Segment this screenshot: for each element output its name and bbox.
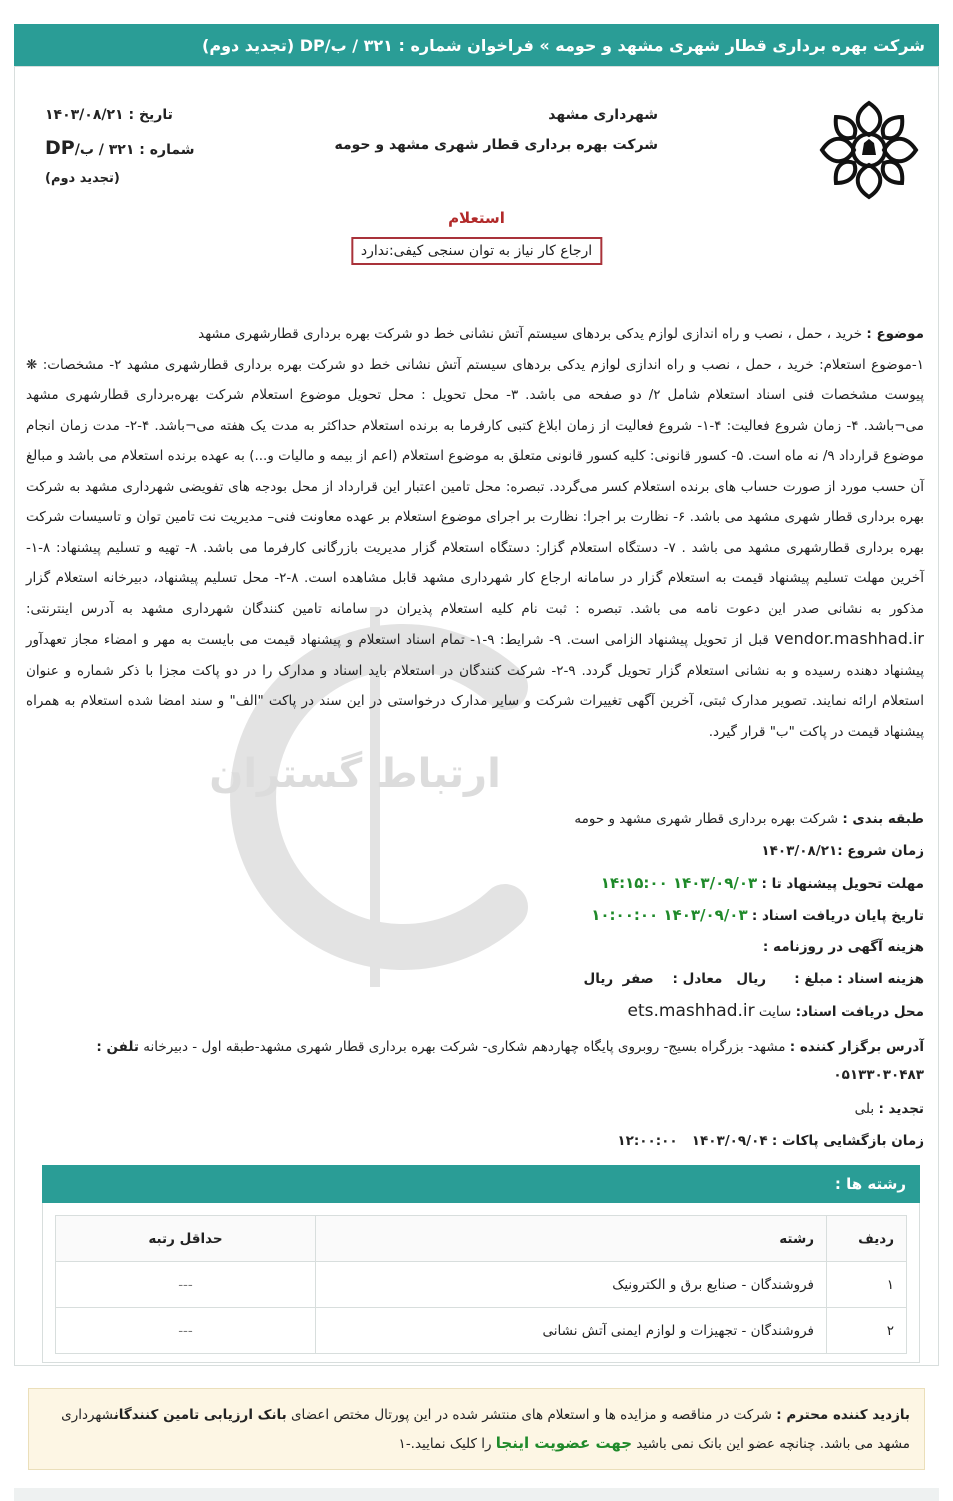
start-label: زمان شروع : bbox=[837, 843, 924, 859]
fields-table-wrapper bbox=[42, 1203, 920, 1363]
start-row bbox=[26, 835, 924, 867]
renewal-note: (تجدید دوم) bbox=[45, 171, 120, 186]
docs-end-label: تاریخ پایان دریافت اسناد : bbox=[751, 908, 924, 924]
deadline-value: ۱۴۰۳/۰۹/۰۳ ۱۴:۱۵:۰۰ bbox=[600, 874, 758, 892]
table-row bbox=[56, 1262, 907, 1308]
column-header-row-number: ردیف bbox=[827, 1216, 907, 1262]
table-row bbox=[56, 1308, 907, 1354]
row-number: ۱ bbox=[827, 1262, 907, 1308]
opening-label: زمان بازگشایی پاکات : bbox=[771, 1133, 924, 1149]
start-value: ۱۴۰۳/۰۸/۲۱ bbox=[761, 843, 838, 859]
category-label: طبقه بندی : bbox=[842, 811, 924, 827]
visitor-label: بازدید کننده محترم : bbox=[776, 1407, 910, 1423]
column-header-min-grade: حداقل رتبه bbox=[56, 1216, 316, 1262]
min-grade: --- bbox=[56, 1262, 316, 1308]
notice-details bbox=[26, 803, 924, 1157]
subject-label: موضوع : bbox=[866, 326, 924, 342]
watermark-text: ارتباط گستران bbox=[209, 751, 501, 797]
organizer-row bbox=[26, 1027, 924, 1093]
phone-value: ۰۵۱۳۳۰۳۰۴۸۳ bbox=[833, 1067, 924, 1083]
min-grade: --- bbox=[56, 1308, 316, 1354]
membership-text-3: را کلیک نمایید.-۱ bbox=[398, 1436, 492, 1452]
subject-text: خرید ، حمل ، نصب و راه اندازی لوازم یدکی بردهای سیستم آتش نشانی خط دو شرکت بهره برداری قطارشهری مشهد bbox=[198, 326, 863, 342]
table-header-row bbox=[56, 1216, 907, 1262]
mashhad-municipality-logo bbox=[814, 95, 924, 205]
field-name: فروشندگان - صنایع برق و الکترونیک bbox=[316, 1262, 827, 1308]
ets-portal-link[interactable]: ets.mashhad.ir bbox=[627, 1001, 755, 1021]
vendor-portal-link[interactable]: vendor.mashhad.ir bbox=[774, 629, 924, 648]
renewed-label: تجدید : bbox=[878, 1101, 924, 1117]
deadline-row bbox=[26, 867, 924, 899]
ad-cost-label: هزینه آگهی در روزنامه : bbox=[762, 939, 924, 955]
notice-body bbox=[26, 319, 924, 747]
doc-location-prefix: سایت bbox=[758, 1004, 792, 1020]
phone-label: تلفن : bbox=[96, 1039, 139, 1055]
bottom-strip bbox=[14, 1488, 939, 1501]
notice-card bbox=[14, 66, 939, 1366]
row-number: ۲ bbox=[827, 1308, 907, 1354]
deadline-label: مهلت تحویل پیشنهاد تا : bbox=[761, 876, 924, 892]
notice-title: شرکت بهره برداری قطار شهری مشهد و حومه » فراخوان شماره : ۳۲۱ / ب/DP (تجدید دوم) bbox=[202, 35, 925, 55]
letter-number bbox=[45, 137, 194, 159]
renewed-value: بلی bbox=[854, 1101, 875, 1117]
fields-section-title: رشته ها : bbox=[834, 1175, 906, 1193]
organizer-label: آدرس برگزار کننده : bbox=[789, 1039, 924, 1055]
docs-end-value: ۱۴۰۳/۰۹/۰۳ ۱۰:۰۰:۰۰ bbox=[591, 906, 748, 924]
notice-title-bar bbox=[14, 24, 939, 66]
number-value: ۳۲۱ / ب/ bbox=[74, 142, 135, 158]
letter-date bbox=[45, 107, 173, 123]
doc-cost-label: هزینه اسناد : bbox=[837, 971, 924, 987]
doc-location-label: محل دریافت اسناد: bbox=[795, 1004, 924, 1020]
column-header-field: رشته bbox=[316, 1216, 827, 1262]
body-paragraph-part2: قبل از تحویل پیشنهاد الزامی است. ۹- شرایط: ۹-۱- تمام اسناد استعلام و پیشنهاد قیمت می بایست به مهر و امضاء مجاز تعهدآور پیشنهاد دهنده رسیده و به نشانی استعلام گزار تحویل گردد. ۹-۲- شرکت کنندگان در استعلام باید اسناد و مدارک را در دو پاکت مجزا با ذکر شماره و عنوان استعلام ارائه نمایند. تصویر مدارک ثبتی، آخرین آگهی تغییرات شرکت و سایر مدارک درخواستی در این سند در پاکت "الف" و سند امضا شده استعلام به همراه پیشنهاد قیمت در پاکت "ب" قرار گیرد. bbox=[26, 632, 924, 740]
date-label: تاریخ : bbox=[128, 107, 173, 123]
body-paragraph-part1: ۱-موضوع استعلام: خرید ، حمل ، نصب و راه اندازی لوازم یدکی بردهای سیستم آتش نشانی خط دو شرکت بهره برداری قطارشهری مشهد ۲- مشخصات: ❋ پیوست مشخصات فنی اسناد استعلام شامل ۲/ دو صفحه می باشد. ۳- محل تحویل : محل تحویل موضوع استعلام شرکت بهره‌برداری قطارشهری مشهد می¬باشد. ۴- زمان شروع فعالیت: ۴-۱- شروع فعالیت از زمان ابلاغ کتبی کارفرما به برنده استعلام حداکثر به مدت یک هفته می¬باشد. ۴-۲- مدت زمان انجام موضوع قرارداد ۹/ نه ماه است. ۵- کسور قانونی: کلیه کسور قانونی متعلق به موضوع استعلام (اعم از بیمه و مالیات و...) به عهده برنده استعلام می باشد و مبالغ آن حسب مورد از صورت حساب های برنده استعلام کسر می‌گردد. تبصره: محل تامین اعتبار این قرارداد از محل بودجه های تفویضی شهرداری مشهد به شرکت بهره برداری قطار شهری مشهد می باشد. ۶- نظارت بر اجرا: نظارت بر اجرای موضوع استعلام بر عهده معاونت فنی– مدیریت نت تامین توان و تاسیسات شرکت بهره برداری قطارشهری مشهد می باشد . ۷- دستگاه استعلام گزار: دستگاه استعلام گزار مدیریت بازرگانی کارفرما می باشد. ۸- تهیه و تسلیم پیشنهاد: ۸-۱- آخرین مهلت تسلیم پیشنهاد قیمت به استعلام گزار در سامانه ارجاع کار شهرداری مشهد قابل مشاهده است. ۸-۲- محل تسلیم پیشنهاد، دبیرخانه استعلام گزار مذکور به نشانی صدر این دعوت نامه می باشد. تبصره : ثبت نام کلیه استعلام پذیران در سامانه تامین کنندگان شهرداری مشهد به آدرس اینترنتی: bbox=[26, 356, 925, 617]
number-suffix: DP bbox=[45, 137, 75, 159]
category-row bbox=[26, 803, 924, 835]
docs-end-row bbox=[26, 899, 924, 931]
doc-cost-row bbox=[26, 963, 924, 995]
membership-notice bbox=[28, 1388, 925, 1470]
field-name: فروشندگان - تجهیزات و لوازم ایمنی آتش نشانی bbox=[316, 1308, 827, 1354]
doc-type-title: استعلام bbox=[448, 209, 505, 227]
fields-section bbox=[42, 1165, 920, 1365]
doc-location-row bbox=[26, 995, 924, 1027]
org-name-municipality: شهرداری مشهد bbox=[548, 107, 658, 123]
supplier-bank-name: بانک ارزیابی تامین کنندگان bbox=[113, 1407, 287, 1423]
join-link[interactable]: جهت عضویت اینجا bbox=[495, 1434, 633, 1452]
membership-text-1: شرکت در مناقصه و مزایده ها و استعلام های منتشر شده در این پورتال مختص اعضای bbox=[290, 1407, 772, 1423]
membership-text-2: شهرداری مشهد می باشد. چنانچه عضو این بانک نمی باشید bbox=[61, 1407, 910, 1452]
category-value: شرکت بهره برداری قطار شهری مشهد و حومه bbox=[574, 811, 839, 827]
opening-row bbox=[26, 1125, 924, 1157]
ad-cost-row bbox=[26, 931, 924, 963]
number-label: شماره : bbox=[139, 142, 195, 158]
doc-cost-value: مبلغ : ریال معادل : صفر ریال bbox=[583, 971, 833, 987]
fields-table bbox=[55, 1215, 907, 1354]
fields-section-header bbox=[42, 1165, 920, 1203]
organizer-address: مشهد- بزرگراه بسیج- روبروی پایگاه چهاردهم شکاری- شرکت بهره برداری قطار شهری مشهد-طبقه اول - دبیرخانه bbox=[143, 1039, 786, 1055]
renewed-row bbox=[26, 1093, 924, 1125]
quality-assessment-note: ارجاع کار نیاز به توان سنجی کیفی:ندارد bbox=[351, 237, 602, 265]
date-value: ۱۴۰۳/۰۸/۲۱ bbox=[45, 107, 124, 123]
org-name-company: شرکت بهره برداری قطار شهری مشهد و حومه bbox=[334, 137, 658, 153]
opening-value: ۱۴۰۳/۰۹/۰۴ ۱۲:۰۰:۰۰ bbox=[617, 1133, 768, 1149]
